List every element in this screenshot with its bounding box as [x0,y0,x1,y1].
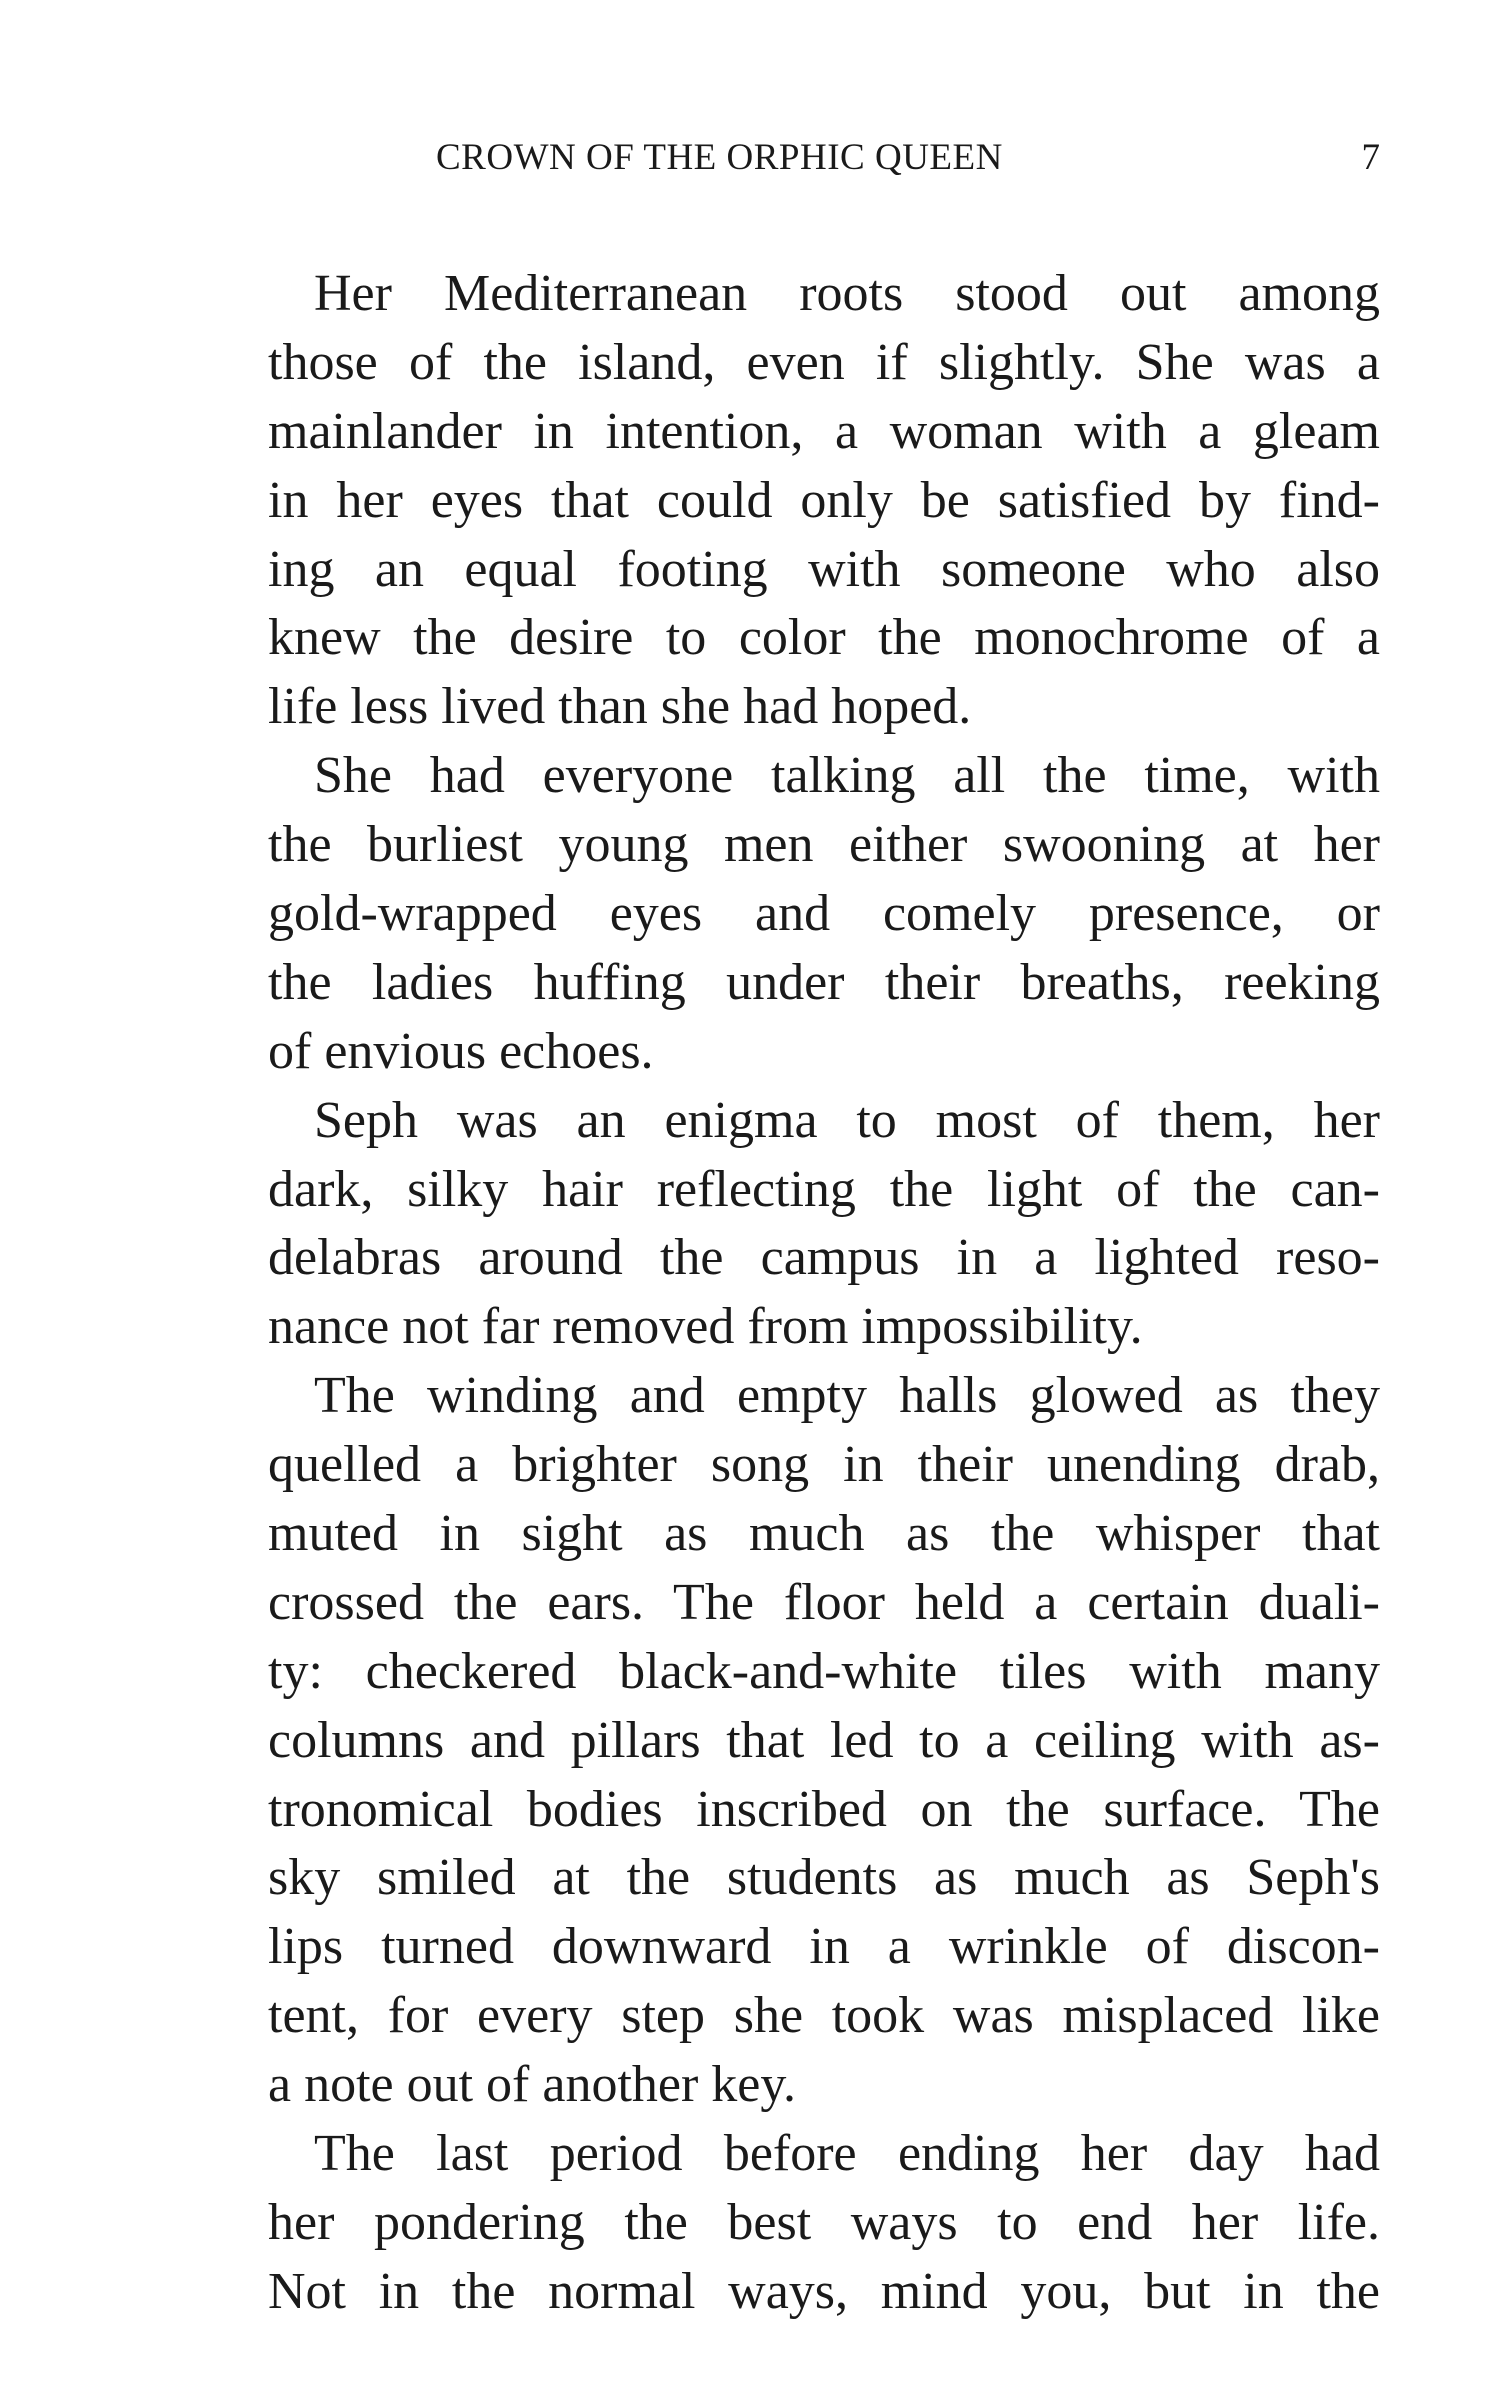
body-text [268,260,1380,2327]
paragraph-line: the burliest young men either swooning at her [268,816,1380,874]
paragraph-line: muted in sight as much as the whisper that [268,1505,1380,1563]
paragraph-line: gold-wrapped eyes and comely presence, or [268,885,1380,943]
paragraph-line: knew the desire to color the monochrome of a [268,609,1380,667]
paragraph-line: Not in the normal ways, mind you, but in the [268,2262,1380,2320]
paragraph-line: sky smiled at the students as much as Seph's [268,1849,1380,1907]
paragraph-line: of envious echoes. [268,1022,654,1080]
paragraph-line: ing an equal footing with someone who also [268,540,1380,598]
running-header [0,136,1500,196]
paragraph-line: dark, silky hair reflecting the light of the can- [268,1160,1380,1218]
paragraph-line: mainlander in intention, a woman with a gleam [268,402,1380,460]
paragraph-line: tronomical bodies inscribed on the surface. The [268,1780,1380,1838]
paragraph-line: delabras around the campus in a lighted reso- [268,1229,1380,1287]
page-number: 7 [1361,137,1380,178]
paragraph-line: The winding and empty halls glowed as they [314,1367,1380,1425]
paragraph-line: the ladies huffing under their breaths, reeking [268,953,1380,1011]
paragraph-line: quelled a brighter song in their unending drab, [268,1436,1380,1494]
paragraph-line: ty: checkered black-and-white tiles with many [268,1642,1380,1700]
paragraph-line: crossed the ears. The floor held a certain duali- [268,1573,1380,1631]
running-title: CROWN OF THE ORPHIC QUEEN [436,137,1003,178]
paragraph-line: life less lived than she had hoped. [268,678,972,736]
paragraph-line: tent, for every step she took was misplaced like [268,1987,1380,2045]
paragraph-line: those of the island, even if slightly. She was a [268,333,1380,391]
paragraph-line: lips turned downward in a wrinkle of discon- [268,1918,1380,1976]
paragraph-line: a note out of another key. [268,2056,796,2114]
paragraph-line: She had everyone talking all the time, with [314,747,1380,805]
paragraph-line: Seph was an enigma to most of them, her [314,1091,1380,1149]
paragraph-line: columns and pillars that led to a ceiling with as- [268,1711,1380,1769]
paragraph-line: nance not far removed from impossibility. [268,1298,1143,1356]
paragraph-line: in her eyes that could only be satisfied by find- [268,471,1380,529]
paragraph-line: her pondering the best ways to end her life. [268,2193,1380,2251]
paragraph-line: The last period before ending her day had [314,2125,1380,2183]
paragraph-line: Her Mediterranean roots stood out among [314,265,1380,322]
